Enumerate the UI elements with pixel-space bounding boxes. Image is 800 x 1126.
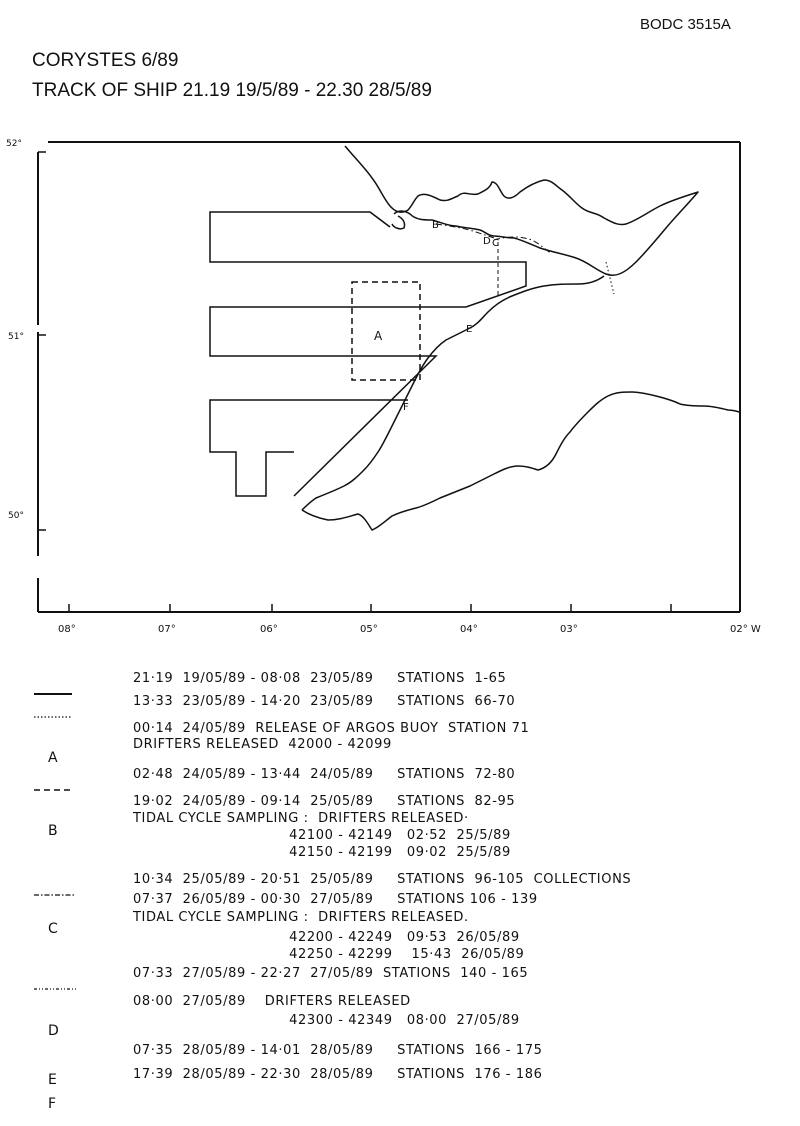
lon-label-07: 07° [158,624,176,633]
legend-text: 00·14 24/05/89 RELEASE OF ARGOS BUOY STATION 71 [133,721,530,736]
legend-row-b-cont-1 [0,810,469,828]
legend-text: 07·35 28/05/89 - 14·01 28/05/89 STATIONS 166 - 175 [133,1043,543,1058]
track-stations-1-65 [210,212,526,496]
legend-row-dash-dot [0,871,632,889]
track-stations-66-70 [606,262,614,294]
box-a [352,282,420,380]
ship-track-map [0,128,800,633]
lat-label-52: 52° [6,139,22,149]
legend-text: 08·00 27/05/89 DRIFTERS RELEASED [133,994,411,1009]
map-label-c: C [492,238,499,249]
legend-row-dash-dot-dot [0,965,529,983]
lon-label-04: 04° [460,624,478,633]
lat-label-51: 51° [8,332,24,342]
legend-row-f [0,1066,543,1112]
map-label-f: F [403,402,409,413]
document-reference: BODC 3515A [640,16,731,33]
legend-row-solid [0,670,507,688]
legend-row-b-cont-2 [0,827,511,845]
legend-key-e: E [48,1072,58,1088]
legend-text: 17·39 28/05/89 - 22·30 28/05/89 STATIONS 176 - 186 [133,1067,543,1082]
legend-text: TIDAL CYCLE SAMPLING : DRIFTERS RELEASED· [133,811,469,826]
map-label-b: B [432,220,439,231]
legend-key-c: C [48,921,59,937]
legend-row-b-cont-3 [0,844,511,862]
legend-text: 42100 - 42149 02·52 25/5/89 [133,828,511,843]
page-subtitle: TRACK OF SHIP 21.19 19/5/89 - 22.30 28/5/89 [32,80,432,101]
legend-row-c-cont-1 [0,909,469,927]
legend-text: 42250 - 42299 15·43 26/05/89 [133,947,525,962]
legend-text: 19·02 24/05/89 - 09·14 25/05/89 STATIONS 82-95 [133,794,516,809]
map-label-a: A [374,329,383,343]
lon-label-05: 05° [360,624,378,633]
axis-ticks [38,152,671,612]
legend-text: 07·33 27/05/89 - 22·27 27/05/89 STATIONS 140 - 165 [133,966,529,981]
coastline-wales [345,146,698,275]
map-label-d: D [483,236,491,247]
legend-row-dotted [0,693,516,711]
page-title: CORYSTES 6/89 [32,50,179,71]
legend-key-a: A [48,750,59,766]
lon-label-02w: 02° W [730,624,761,633]
legend-text: 10·34 25/05/89 - 20·51 25/05/89 STATIONS 96-105 COLLECTIONS [133,872,632,887]
legend-row-c-cont-3 [0,946,525,964]
legend-text: 02·48 24/05/89 - 13·44 24/05/89 STATIONS 72-80 [133,767,516,782]
legend-text: 42300 - 42349 08·00 27/05/89 [133,1013,520,1028]
legend-text: 42150 - 42199 09·02 25/5/89 [133,845,511,860]
legend-key-dash-dot-dot-line [30,980,90,998]
legend-key-b: B [48,823,59,839]
legend-row-d-cont [0,1012,520,1030]
coastline-south-devon [302,392,740,530]
legend-row-a-cont [0,736,392,754]
legend-key-dash-dot-line [30,886,90,904]
legend-text: 13·33 23/05/89 - 14·20 23/05/89 STATIONS 66-70 [133,694,516,709]
legend-text: 42200 - 42249 09·53 26/05/89 [133,930,520,945]
legend-text: 21·19 19/05/89 - 08·08 23/05/89 STATIONS 1-65 [133,671,507,686]
legend-key-d: D [48,1023,60,1039]
legend-key-dotted-line [30,708,90,726]
legend-key-f: F [48,1096,57,1112]
legend-text: TIDAL CYCLE SAMPLING : DRIFTERS RELEASED. [133,910,469,925]
track-c-dash-dot [494,237,552,254]
legend-row-c-cont-2 [0,929,520,947]
map-frame [38,142,740,612]
legend-text: 07·37 26/05/89 - 00·30 27/05/89 STATIONS 106 - 139 [133,892,538,907]
legend-text: DRIFTERS RELEASED 42000 - 42099 [133,737,392,752]
lon-label-08: 08° [58,624,76,633]
legend-row-dashed [0,766,516,784]
map-label-e: E [466,324,473,335]
legend-key-solid-line [30,685,90,703]
lat-label-50: 50° [8,511,24,521]
legend-key-dashed-line [30,781,90,799]
coastline-gower [392,216,405,229]
coastline-north-devon [302,276,604,510]
lon-label-03: 03° [560,624,578,633]
lon-label-06: 06° [260,624,278,633]
